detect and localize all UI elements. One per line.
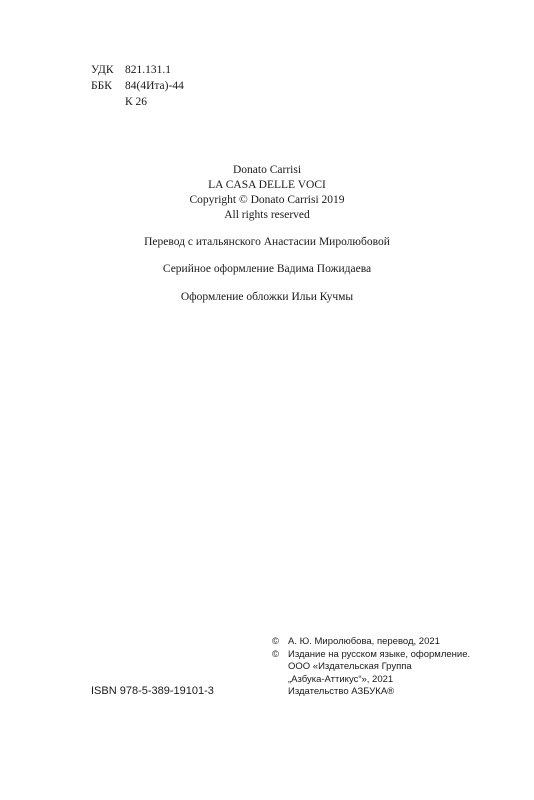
- classification-block: [91, 62, 184, 110]
- notice-edition: [272, 649, 470, 662]
- notice-line: „Азбука-Аттикус“», 2021: [288, 673, 394, 685]
- notice-translation: [272, 636, 470, 649]
- cover-design-credit: Оформление обложки Ильи Кучмы: [180, 291, 354, 303]
- udk-row: [91, 62, 184, 78]
- isbn: ISBN 978-5-389-19101-3: [91, 685, 214, 697]
- copyright-symbol: ©: [272, 636, 279, 647]
- copyright-notices: [272, 636, 470, 699]
- series-design-credit: Серийное оформление Вадима Пожидаева: [162, 263, 372, 275]
- original-title: LA CASA DELLE VOCI: [208, 179, 326, 191]
- original-author: Donato Carrisi: [232, 164, 302, 176]
- author-mark: К 26: [125, 96, 148, 108]
- notice-line: Издательство АЗБУКА®: [288, 686, 395, 697]
- notice-line: А. Ю. Миролюбова, перевод, 2021: [288, 636, 440, 647]
- notice-line: ООО «Издательская Группа: [288, 661, 412, 672]
- udk-label: УДК: [91, 64, 114, 76]
- original-copyright: Copyright © Donato Carrisi 2019: [189, 194, 345, 206]
- notice-line: Издание на русском языке, оформление.: [288, 648, 471, 660]
- rights-reserved: All rights reserved: [224, 209, 310, 221]
- bbk-label: ББК: [91, 80, 112, 92]
- bbk-value: 84(4Ита)-44: [125, 80, 184, 92]
- udk-value: 821.131.1: [125, 64, 171, 76]
- original-edition-block: [0, 163, 534, 223]
- bbk-row: [91, 78, 184, 94]
- translation-credit: Перевод с итальянского Анастасии Миролюбовой: [144, 236, 390, 248]
- copyright-symbol: ©: [272, 648, 279, 660]
